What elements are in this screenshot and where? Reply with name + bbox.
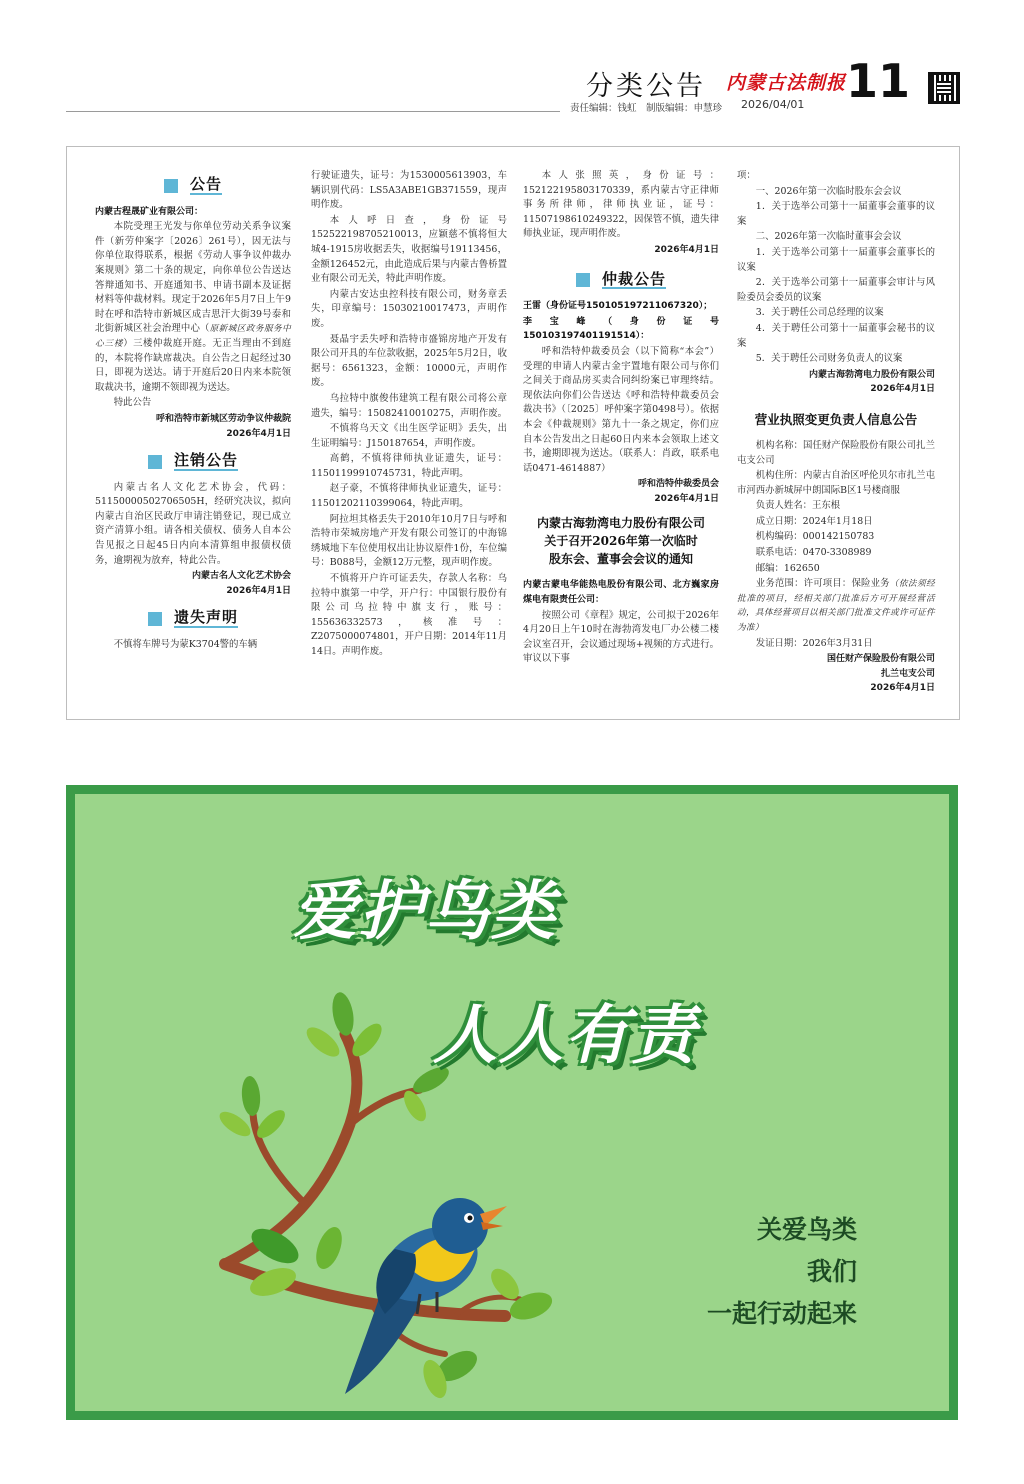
agenda-item: 5．关于聘任公司财务负责人的议案 <box>755 353 903 365</box>
section-heading: 注销公告 <box>95 453 291 471</box>
heading-square-icon <box>164 179 178 193</box>
agenda-item: 二、2026年第一次临时董事会会议 <box>755 231 902 243</box>
notice-column-4 <box>737 169 935 696</box>
slogan-line-1: 爱护鸟类 <box>293 875 557 949</box>
license-field: 机构编码：000142150783 <box>755 531 875 543</box>
notice-paragraph: 不慎将开户许可证丢失，存款人名称：乌拉特中旗第一中学，开户行：中国银行股份有限公司乌拉特中旗支行，账号：155636332573，核准号：Z2075000074801，开户日期：2014年11月14日。声明作废。 <box>311 573 507 657</box>
section-title: 分类公告 <box>586 71 706 102</box>
agenda-item: 1．关于选举公司第十一届董事会董事的议案 <box>737 201 935 227</box>
notice-paragraph: 本人呼日查，身份证号152522198705210013，应颖慈不慎将恒大城4-1915房收据丢失，收据编号19113456，金额126452元，由此造成后果与内蒙古鲁桥置业有限公司无关，特此声明作废。 <box>311 214 507 285</box>
license-field: 机构名称：国任财产保险股份有限公司扎兰屯支公司 <box>737 439 935 466</box>
notice-paragraph: 阿拉坦其格丢失于2010年10月7日与呼和浩特市荣城房地产开发有限公司签订的中海锦绣城地下车位使用权出让协议原件1份，车位编号：B088号，金额12万元整，现声明作废。 <box>311 513 507 569</box>
agenda-item: 一、2026年第一次临时股东会会议 <box>755 185 902 197</box>
heading-square-icon <box>576 273 590 287</box>
license-field: 业务范围：许可项目：保险业务（依法须经批准的项目，经相关部门批准后方可开展经营活动，具体经营项目以相关部门批准文件或许可证件为准） <box>737 578 935 634</box>
notice-closing: 特此公告 <box>113 397 152 409</box>
tagline-line-2: 我们 <box>806 1257 857 1286</box>
notice-addressee: 王雷（身份证号150105197211067320）； <box>523 301 713 312</box>
notice-paragraph: 本人张照英，身份证号：152122195803170339，系内蒙古守正律师事务所律师，律师执业证，证号：11507198610249322，因保管不慎，遗失律师执业证，现声明作废。 <box>523 170 719 240</box>
notice-signer: 内蒙古名人文化艺术协会 <box>191 571 291 582</box>
notice-paragraph: 乌拉特中旗俊伟建筑工程有限公司将公章遗失，编号：15082410010275，声明作废。 <box>311 392 508 419</box>
section-heading: 公告 <box>95 177 291 195</box>
section-heading: 遗失声明 <box>95 610 291 628</box>
masthead <box>66 54 960 116</box>
license-field: 邮编：162650 <box>755 562 820 574</box>
notice-body: 内蒙古名人文化艺术协会，代码：51150000502706505H，经研究决议，拟向内蒙古自治区民政厅申请注销登记，现已成立资产清算小组。请各相关债权、债务人自本公告见报之日起45日内向本清算组申报债权债务，逾期视为放弃，特此公告。 <box>95 481 291 566</box>
notice-body: 呼和浩特仲裁委员会（以下简称“本会”）受理的申请人内蒙古金宇置地有限公司与你们之间关于商品房买卖合同纠纷案已审理终结。现依法向你们公告送达《呼和浩特仲裁委员会裁决书》（〔2025〕呼仲案字第0498号）。依据本会《仲裁规则》第九十一条之规定，你们应自本公告发出之日起60日内来本会领取上述文书，逾期即视为送达。（联系人：肖政，联系电话0471-4614887） <box>523 345 719 474</box>
notice-date: 2026年4月1日 <box>226 585 291 596</box>
license-field: 联系电话：0470-3308989 <box>755 547 872 559</box>
tagline-line-3: 一起行动起来 <box>706 1299 857 1328</box>
agenda-item: 项： <box>737 170 756 181</box>
notice-paragraph: 聂晶宇丢失呼和浩特市盛锦房地产开发有限公司开具的车位款收据，2025年5月2日，收据号：6561323，金额：10000元，声明作废。 <box>311 333 507 389</box>
header-divider <box>66 111 560 112</box>
tagline-line-1: 关爱鸟类 <box>756 1215 857 1244</box>
agenda-item: 2．关于选举公司第十一届董事会审计与风险委员会委员的议案 <box>737 277 935 303</box>
notice-signer: 扎兰屯支公司 <box>880 668 935 679</box>
license-field: 成立日期：2024年1月18日 <box>755 515 873 527</box>
notice-addressee: 内蒙古蒙电华能热电股份有限公司、北方巍家房煤电有限责任公司： <box>523 580 719 606</box>
agenda-item: 4．关于聘任公司第十一届董事会秘书的议案 <box>737 322 935 349</box>
issue-date: 2026/04/01 <box>741 98 805 111</box>
notice-signer: 呼和浩特仲裁委员会 <box>637 479 719 490</box>
heading-square-icon <box>148 612 162 626</box>
notice-column-1 <box>95 171 291 654</box>
notice-date: 2026年4月1日 <box>226 428 291 439</box>
notice-signer: 国任财产保险股份有限公司 <box>826 654 935 665</box>
meeting-notice-title: 内蒙古海勃湾电力股份有限公司 关于召开2026年第一次临时 股东会、董事会会议的通知 <box>536 516 705 567</box>
notice-date: 2026年4月1日 <box>870 683 935 694</box>
notice-paragraph: 内蒙古安达虫控科技有限公司，财务章丢失，印章编号：15030210017473，声明作废。 <box>311 288 507 329</box>
notice-date: 2026年4月1日 <box>654 493 719 504</box>
newspaper-logo: 内蒙古法制报 <box>726 72 847 94</box>
editors-line: 责任编辑：钱虹 制版编辑：申慧珍 <box>570 103 723 114</box>
notice-addressee: 内蒙古程晟矿业有限公司： <box>95 206 204 217</box>
notice-paragraph: 行驶证遗失，证号：为1530005613903，车辆识别代码：LS5A3ABE1GB371559，现声明作废。 <box>311 170 507 211</box>
notice-addressee: 李宝峰（身份证号150103197401191514）： <box>523 316 719 342</box>
notice-body: 按照公司《章程》规定，公司拟于2026年4月20日上午10时在海勃湾发电厂办公楼二楼会议室召开，会议通过现场+视频的方式进行。审议以下事 <box>523 609 719 665</box>
slogan-line-2: 人人有责 <box>433 999 697 1073</box>
qr-code-icon[interactable] <box>928 72 960 104</box>
license-field: 发证日期：2026年3月31日 <box>755 637 873 649</box>
heading-square-icon <box>148 455 162 469</box>
notice-paragraph: 不慎将乌天文《出生医学证明》丢失，出生证明编号：J150187654，声明作废。 <box>311 423 507 449</box>
notice-date: 2026年4月1日 <box>870 384 935 395</box>
poster-background <box>75 794 949 1411</box>
notice-date: 2026年4月1日 <box>654 244 719 255</box>
notice-column-2 <box>311 169 507 661</box>
license-field: 负责人姓名：王东根 <box>755 500 841 512</box>
notice-body: 不慎将车牌号为蒙K3704警的车辆 <box>113 639 258 651</box>
agenda-item: 1．关于选举公司第十一届董事会董事长的议案 <box>737 246 935 273</box>
notice-signer: 呼和浩特市新城区劳动争议仲裁院 <box>155 413 291 424</box>
section-heading: 仲裁公告 <box>523 272 719 290</box>
notice-body: 本院受理王光发与你单位劳动关系争议案件（新劳仲案字〔2026〕261号），因无法与你单位取得联系，根据《劳动人事争议仲裁办案规则》第二十条的规定，向你单位公告送达答辩通知书、开庭通知书、申请书副本及证据材料等仲裁材料。现定于2026年5月7日上午9时在呼和浩特市新城区成吉思汗大街39号泰和北街新城区社会治理中心（原新城区政务服务中心三楼）三楼仲裁庭开庭。无正当理由不到庭的，本院将作缺席裁决。自公告之日起经过30日，即视为送达。请于开庭后20日内来本院领取裁决书，逾期不领即视为送达。 <box>95 221 291 393</box>
bird-protection-poster <box>66 785 958 1420</box>
notices-panel <box>66 146 960 720</box>
notice-paragraph: 高鹤，不慎将律师执业证遗失，证号：11501199910745731，特此声明。 <box>311 453 507 479</box>
notice-signer: 内蒙古海勃湾电力股份有限公司 <box>808 369 935 380</box>
notice-column-3 <box>523 169 719 668</box>
notice-paragraph: 赵子豪，不慎将律师执业证遗失，证号：11501202110399064，特此声明。 <box>311 483 507 510</box>
license-notice-title: 营业执照变更负责人信息公告 <box>754 411 918 427</box>
page-number: 11 <box>846 54 911 108</box>
agenda-item: 3．关于聘任公司总经理的议案 <box>755 307 884 319</box>
license-field: 机构住所：内蒙古自治区呼伦贝尔市扎兰屯市河西办新城屏中朗国际B区1号楼商服 <box>737 470 935 496</box>
